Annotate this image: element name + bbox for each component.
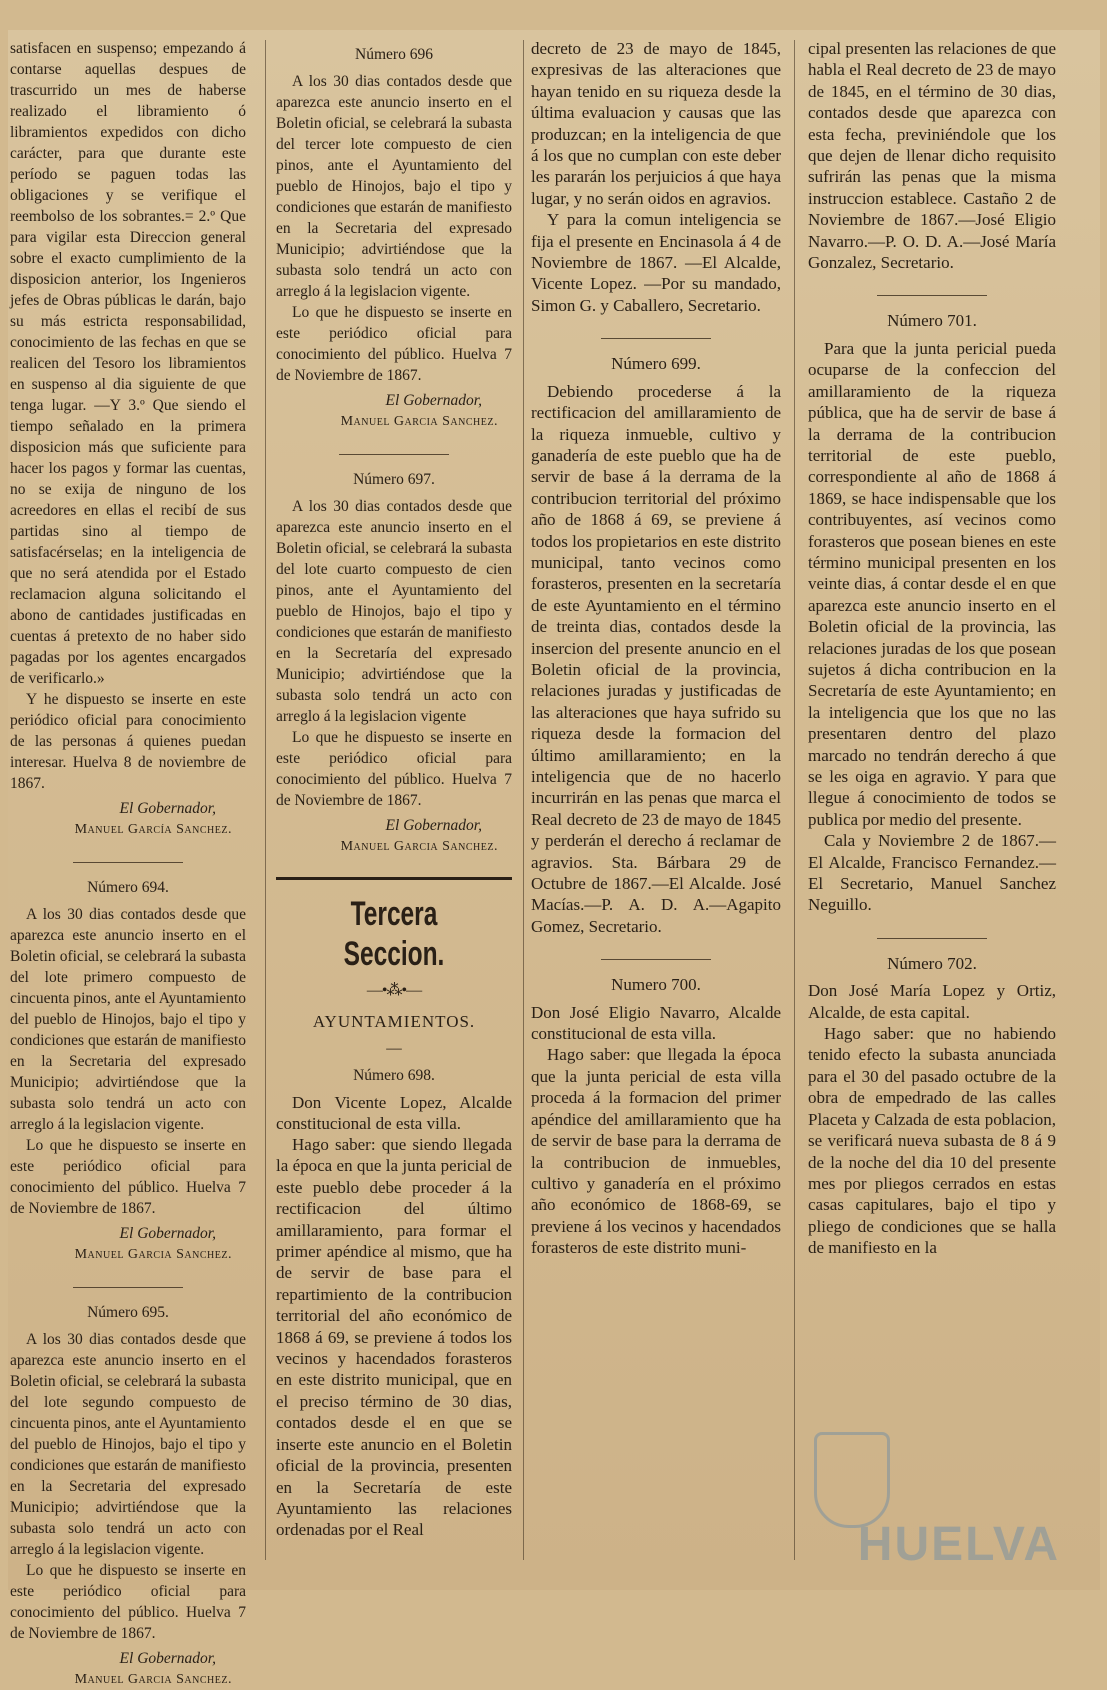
- paragraph: Don Vicente Lopez, Alcalde constitucional de esta villa.: [276, 1093, 512, 1133]
- separator-rule: [73, 862, 183, 863]
- signature-name: Manuel García Sanchez.: [74, 822, 232, 837]
- notice-number: Número 695.: [87, 1304, 169, 1321]
- column-3: [531, 38, 781, 1590]
- paragraph: Hago saber: que no habiendo tenido efecto la subasta anunciada para el 30 del pasado octubre de la obra de empedrado de las calles Placeta y Calzada de esta poblacion, se verificará nueva subasta de 8 á 9 de la noche del dia 10 del presente mes por pliegos cerrados en estas casas capitulares, bajo el tipo y pliego de condiciones que se halla de manifiesto en la: [808, 1024, 1056, 1258]
- section-heading: Tercera Seccion.: [343, 895, 445, 973]
- paragraph: A los 30 dias contados desde que aparezca este anuncio inserto en el Boletin oficial, se celebrará la subasta del lote primero compuesto de cincuenta pinos, ante el Ayuntamiento del pueblo de Hinojos, bajo el tipo y condiciones que estarán de manifiesto en la Secretaria del expresado Municipio; advirtiéndose que la subasta solo tendrá un acto con arreglo á la legislacion vigente.: [10, 906, 246, 1133]
- column-1: [10, 38, 246, 1687]
- paragraph: Lo que he dispuesto se inserte en este periódico oficial para conocimiento del público. Huelva 7 de Noviembre de 1867.: [10, 1137, 246, 1217]
- column-2: [276, 38, 512, 1590]
- separator-rule: [339, 454, 449, 455]
- paragraph: Lo que he dispuesto se inserte en este periódico oficial para conocimiento del público. Huelva 7 de Noviembre de 1867.: [276, 729, 512, 809]
- column-rule: [794, 40, 795, 1560]
- ornament: —•⁂•—: [366, 982, 422, 999]
- paragraph: Debiendo procederse á la rectificacion del amillaramiento de la riqueza inmueble, cultivo y ganadería de este pueblo que ha de servir de base á la derrama de la contribucion territorial del próximo año de 1868 á 69, se previene á todos los propietarios en este distrito municipal, tanto vecinos como forasteros, presenten en la secretaría de este Ayuntamiento en el término de treinta dias, contados desde la insercion del presente anuncio en el Boletin oficial de la provincia, relaciones juradas y justificadas de las alteraciones que haya sufrido su riqueza desde la formacion del último amillaramiento; en la inteligencia que de no hacerlo incurrirán en las penas que marca el Real decreto de 23 de mayo de 1845 y perderán el derecho á reclamar de agravios. Sta. Bárbara 29 de Octubre de 1867.—El Alcalde. José Macías.—P. A. D. A.—Agapito Gomez, Secretario.: [531, 381, 781, 936]
- paragraph: cipal presenten las relaciones de que habla el Real decreto de 23 de mayo de 1845, en el término de 30 dias, contados desde que aparezca con esta fecha, previniéndole que los que dejen de llenar dicho requisito sufrirán las penas que la misma instruccion establece. Castaño 2 de Noviembre de 1867.—José Eligio Navarro.—P. O. D. A.—José María Gonzalez, Secretario.: [808, 39, 1056, 273]
- paragraph: Y he dispuesto se inserte en este periódico oficial para conocimiento de las personas á quienes puedan interesar. Huelva 8 de noviembre de 1867.: [10, 691, 246, 792]
- paragraph: Don José Eligio Navarro, Alcalde constitucional de esta villa.: [531, 1002, 781, 1044]
- paragraph: Hago saber: que llegada la época que la junta pericial de esta villa proceda á la formacion del primer apéndice del amillaramiento que ha de servir de base para la derrama de la contribucion de inmuebles, cultivo y ganadería en el próximo año económico de 1868-69, se previene á los vecinos y hacendados forasteros de este distrito muni-: [531, 1045, 781, 1258]
- paragraph: Lo que he dispuesto se inserte en este periódico oficial para conocimiento del público. Huelva 7 de Noviembre de 1867.: [10, 1562, 246, 1642]
- signature-name: Manuel Garcia Sanchez.: [74, 1247, 232, 1262]
- signature-title: El Gobernador,: [119, 800, 216, 817]
- paragraph: decreto de 23 de mayo de 1845, expresivas de las alteraciones que hayan tenido en su riqueza desde la última evaluacion y causas que las produzcan; en la inteligencia de que á los que no cumplan con este deber les pararán los perjuicios á que haya lugar, y no serán oidos en agravios.: [531, 39, 781, 208]
- signature-title: El Gobernador,: [119, 1225, 216, 1242]
- dash: —: [386, 1040, 402, 1057]
- paragraph: A los 30 dias contados desde que aparezca este anuncio inserto en el Boletin oficial, se celebrará la subasta del tercer lote compuesto de cien pinos, ante el Ayuntamiento del pueblo de Hinojos, bajo el tipo y condiciones que estarán de manifiesto en la Secretaria del expresado Municipio; advirtiéndose que la subasta solo tendrá un acto con arreglo á la legislacion vigente.: [276, 73, 512, 300]
- column-rule: [265, 40, 266, 1560]
- notice-number: Número 697.: [353, 471, 435, 488]
- paragraph: Cala y Noviembre 2 de 1867.—El Alcalde, Francisco Fernandez.—El Secretario, Manuel Sanchez Neguillo.: [808, 831, 1056, 915]
- paragraph: satisfacen en suspenso; empezando á contarse aquellas despues de trascurrido un mes de haberse realizado el libramiento ó libramientos expedidos con dicho carácter, para que durante este período se paguen todas las obligaciones y se verifique el reembolso de los sobrantes.= 2.º Que para vigilar esta Direccion general sobre el exacto cumplimiento de la disposicion anterior, los Ingenieros jefes de Obras públicas le darán, bajo su más estricta responsabilidad, conocimiento de las fechas en que se realicen del Tesoro los libramientos en suspenso al dia siguiente de que tenga lugar. —Y 3.º Que siendo el tiempo señalado en la primera disposicion más que suficiente para hacer los pagos y formar las cuentas, no se exija de ninguno de los acreedores en ellas el recibí de sus partidas sino al tiempo de satisfacérselas; en la inteligencia de que no será atendida por el Estado reclamacion alguna solicitando el abono de cantidades justificadas en cuentas á pretexto de no haber sido pagadas por los agentes encargados de verificarlo.»: [10, 40, 246, 687]
- separator-rule: [877, 295, 987, 296]
- separator-rule: [73, 1287, 183, 1288]
- notice-number: Número 698.: [353, 1067, 435, 1084]
- column-4: [808, 38, 1056, 1590]
- paragraph: Para que la junta pericial pueda ocuparse de la confeccion del amillaramiento de la riqueza pública, que ha de servir de base á la derrama de la contribucion territorial de este pueblo, correspondiente al año de 1868 á 1869, se hace indispensable que los contribuyentes, así vecinos como forasteros que posean bienes en este término municipal presenten en los veinte dias, á contar desde el en que aparezca este anuncio inserto en el Boletin oficial de la provincia, las relaciones juradas de los que posean sujetos á dicha contribucion en la Secretaría de este Ayuntamiento; en la inteligencia que los que no las presentaren dentro del plazo marcado no tendrán derecho á que se les oiga en agravio. Y para que llegue á conocimiento de todos se publica por medio del presente.: [808, 338, 1056, 829]
- notice-number: Número 702.: [887, 953, 977, 973]
- signature-title: El Gobernador,: [385, 817, 482, 834]
- separator-rule: [601, 959, 711, 960]
- paragraph: A los 30 dias contados desde que aparezca este anuncio inserto en el Boletin oficial, se celebrará la subasta del lote cuarto compuesto de cien pinos, ante el Ayuntamiento del pueblo de Hinojos, bajo el tipo y condiciones que estarán de manifiesto en la Secretaría del expresado Municipio; advirtiéndose que la subasta solo tendrá un acto con arreglo á la legislacion vigente: [276, 498, 512, 725]
- paragraph: Lo que he dispuesto se inserte en este periódico oficial para conocimiento del público. Huelva 7 de Noviembre de 1867.: [276, 304, 512, 384]
- paragraph: Don José María Lopez y Ortiz, Alcalde, de esta capital.: [808, 981, 1056, 1022]
- watermark-text: HUELVA: [857, 1518, 1060, 1571]
- column-rule: [523, 40, 524, 1560]
- signature-name: Manuel Garcia Sanchez.: [74, 1672, 232, 1687]
- paragraph: A los 30 dias contados desde que aparezca este anuncio inserto en el Boletin oficial, se celebrará la subasta del lote segundo compuesto de cincuenta pinos, ante el Ayuntamiento del pueblo de Hinojos, bajo el tipo y condiciones que estarán de manifiesto en la Secretaria del expresado Municipio; advirtiéndose que la subasta solo tendrá un acto con arreglo á la legislacion vigente.: [10, 1331, 246, 1558]
- notice-number: Número 701.: [887, 311, 977, 331]
- signature-name: Manuel Garcia Sanchez.: [340, 414, 498, 429]
- shield-icon: [814, 1432, 890, 1528]
- signature-name: Manuel Garcia Sanchez.: [340, 839, 498, 854]
- notice-number: Número 699.: [611, 354, 701, 374]
- notice-number: Número 696: [355, 46, 433, 63]
- notice-number: Numero 700.: [611, 975, 701, 995]
- signature-title: El Gobernador,: [385, 392, 482, 409]
- archive-watermark: [810, 1422, 1060, 1572]
- section-rule: [276, 877, 512, 880]
- separator-rule: [877, 938, 987, 939]
- paragraph: Y para la comun inteligencia se fija el presente en Encinasola á 4 de Noviembre de 1867. —El Alcalde, Vicente Lopez. —Por su mandado, Simon G. y Caballero, Secretario.: [531, 210, 781, 315]
- notice-number: Número 694.: [87, 879, 169, 896]
- paragraph: Hago saber: que siendo llegada la época en que la junta pericial de este pueblo debe proceder á la rectificacion del último amillaramiento, para formar el primer apéndice al mismo, que ha de servir de base para el repartimiento de la contribucion territorial del año económico de 1868 á 69, se previene á todos los vecinos y hacendados forasteros en este distrito municipal, que en el preciso término de 30 dias, contados desde el en que se inserte este anuncio en el Boletin oficial de la provincia, presenten en la Secretaría de este Ayuntamiento las relaciones ordenadas por el Real: [276, 1135, 512, 1540]
- subsection-heading: AYUNTAMIENTOS.: [312, 1012, 476, 1031]
- newspaper-page: [8, 30, 1100, 1687]
- signature-title: El Gobernador,: [119, 1650, 216, 1667]
- separator-rule: [601, 338, 711, 339]
